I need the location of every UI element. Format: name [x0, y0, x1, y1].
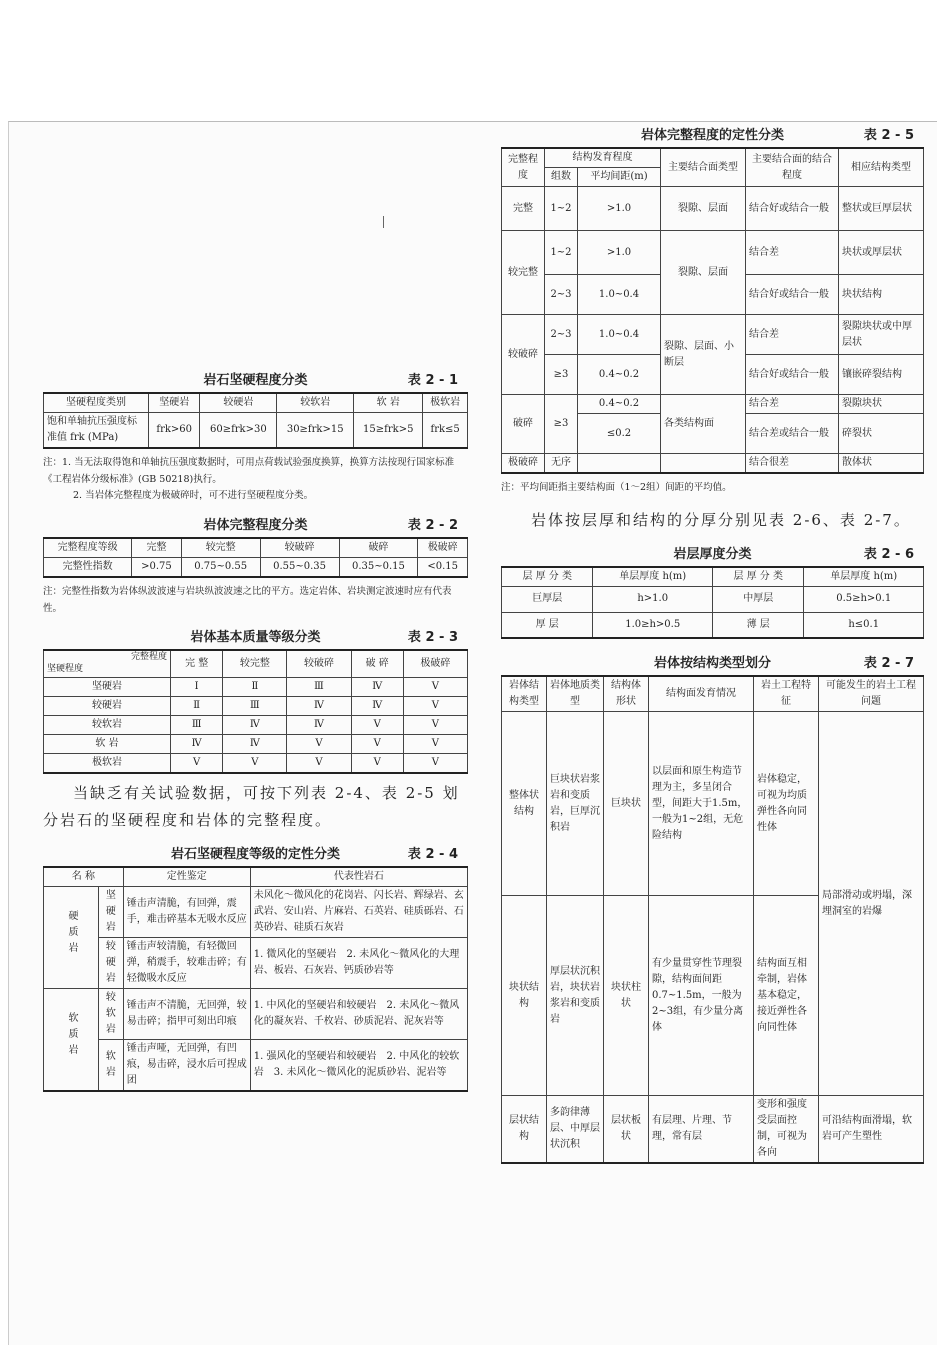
table-cell: 锤击声哑，无回弹，有凹痕，易击碎，浸水后可捏成团: [123, 1039, 250, 1091]
table-cell: h>1.0: [593, 586, 713, 612]
header-cell: 结构发育程度: [545, 148, 661, 168]
table-cell: 结构体形状: [604, 676, 649, 712]
table-cell: Ⅲ: [287, 677, 351, 696]
header-cell: 平均间距(m): [578, 168, 661, 187]
table-cell: 厚 层: [502, 612, 593, 638]
table-2-6-caption: 岩层厚度分类 表 2 - 6: [673, 546, 914, 562]
table-cell: Ⅴ: [223, 753, 287, 773]
table-cell: >1.0: [578, 231, 661, 275]
table-cell: 巨块状岩浆岩和变质岩，巨厚沉积岩: [547, 712, 604, 896]
table-row: [502, 1096, 924, 1164]
table-row: [44, 988, 468, 1039]
table-2-1: [43, 392, 468, 449]
table-cell: 以层面和原生构造节理为主，多呈闭合型，间距大于1.5m，一般为1~2组，无危险结构: [649, 712, 754, 896]
table-cell: 岩体稳定，可视为均质弹性各向同性体: [754, 712, 819, 896]
table-cell: 2~3: [545, 315, 578, 355]
table-cell: Ⅴ: [171, 753, 223, 773]
table-cell: 结构面互相牵制，岩体基本稳定，接近弹性各向同性体: [754, 896, 819, 1096]
table-cell: 局部滑动或坍塌，深埋洞室的岩爆: [819, 712, 924, 1096]
table-cell: 结合好或结合一般: [746, 355, 839, 395]
paragraph: 当缺乏有关试验数据，可按下列表 2-4、表 2-5 划分岩石的坚硬程度和岩体的完整程度。: [43, 783, 460, 829]
table-row: [44, 734, 468, 753]
table-2-2: [43, 537, 468, 578]
table-cell: 结合很差: [746, 454, 839, 474]
table-cell: 0.4~0.2: [578, 355, 661, 395]
header-cell: 完整程度: [502, 148, 545, 187]
table-row: [44, 937, 468, 988]
table-2-3: [43, 649, 468, 773]
table-cell: Ⅴ: [351, 734, 403, 753]
header-cell: 较软岩: [277, 393, 354, 413]
table-cell: >1.0: [578, 187, 661, 231]
table-cell: 岩体结构类型: [502, 676, 547, 712]
table-cell: 层状板状: [604, 1096, 649, 1164]
table-cell: 0.4~0.2: [578, 395, 661, 414]
header-cell: 破 碎: [351, 650, 403, 677]
header-cell: 较破碎: [287, 650, 351, 677]
table-row: [502, 395, 924, 414]
header-cell: 软 岩: [354, 393, 423, 413]
table-2-6: [501, 566, 924, 640]
header-cell: 完整程度等级: [44, 538, 132, 558]
header-cell: 较完整: [223, 650, 287, 677]
table-2-7-caption: 岩体按结构类型划分 表 2 - 7: [653, 656, 914, 672]
table-cell: 块状或厚层状: [839, 231, 924, 275]
table-row: [502, 315, 924, 355]
table-cell: ≥3: [545, 355, 578, 395]
table-cell: Ⅲ: [171, 715, 223, 734]
table-cell: 各类结构面: [661, 395, 746, 454]
table-row: [502, 612, 924, 638]
table-cell: 单层厚度 h(m): [804, 567, 924, 587]
header-cell: 名 称: [44, 867, 124, 887]
table-header-row: [44, 393, 468, 413]
table-cell: 0.55~0.35: [260, 557, 339, 577]
table-cell: ≤0.2: [578, 414, 661, 454]
table-cell: 岩体地质类型: [547, 676, 604, 712]
table-cell: 裂隙块状: [839, 395, 924, 414]
header-cell: 完 整: [171, 650, 223, 677]
row-label: 完整性指数: [44, 557, 132, 577]
table-row: [44, 413, 468, 449]
table-2-2-note: 注：完整性指数为岩体纵波波速与岩块纵波波速之比的平方。选定岩体、岩块测定波速时应有代表性。: [43, 585, 452, 614]
row-label: 饱和单轴抗压强度标准值 frk (MPa): [44, 413, 149, 449]
note-line: 2. 当岩体完整程度为极破碎时，可不进行坚硬程度分类。: [73, 490, 314, 502]
table-row: [502, 231, 924, 275]
table-cell: 结合好或结合一般: [746, 187, 839, 231]
table-cell: 中厚层: [712, 586, 803, 612]
table-cell: >0.75: [132, 557, 182, 577]
table-cell: Ⅳ: [287, 696, 351, 715]
row-label: 坚硬岩: [99, 886, 124, 937]
table-cell: 块状结构: [839, 275, 924, 315]
table-cell: 有层理、片理、节理，常有层: [649, 1096, 754, 1164]
table-cell: 结合差或结合一般: [746, 414, 839, 454]
table-cell: 较破碎: [502, 315, 545, 395]
right-column: [501, 125, 924, 1164]
note-line: 注：1. 当无法取得饱和单轴抗压强度数据时，可用点荷载试验强度换算，换算方法按现行国家标准《工程岩体分级标准》(GB 50218)执行。: [43, 457, 455, 485]
table-row: [44, 557, 468, 577]
table-cell: 60≥frk>30: [200, 413, 277, 449]
header-cell: 相应结构类型: [839, 148, 924, 187]
table-row: [502, 586, 924, 612]
table-cell: Ⅳ: [287, 715, 351, 734]
table-cell: 完整: [502, 187, 545, 231]
table-cell: 散体状: [839, 454, 924, 474]
table-cell: h≤0.1: [804, 612, 924, 638]
table-cell: 厚层状沉积岩，块状岩浆岩和变质岩: [547, 896, 604, 1096]
table-row: [44, 886, 468, 937]
table-cell: Ⅲ: [223, 696, 287, 715]
table-cell: Ⅴ: [403, 734, 467, 753]
table-cell: 变形和强度受层面控制，可视为各向: [754, 1096, 819, 1164]
table-cell: 较软岩: [44, 715, 171, 734]
table-cell: 结构面发育情况: [649, 676, 754, 712]
table-header-row: [44, 538, 468, 558]
table-row: [44, 677, 468, 696]
header-cell: 完整: [132, 538, 182, 558]
row-label: 软 岩: [99, 1039, 124, 1091]
table-cell: 1.0~0.4: [578, 315, 661, 355]
table-cell: 层 厚 分 类: [502, 567, 593, 587]
table-cell: 15≥frk>5: [354, 413, 423, 449]
table-row: [44, 1039, 468, 1091]
table-row: [44, 696, 468, 715]
table-cell: Ⅴ: [403, 715, 467, 734]
header-cell: 组数: [545, 168, 578, 187]
table-cell: 裂隙、层面、小断层: [661, 315, 746, 395]
table-cell: Ⅳ: [171, 734, 223, 753]
table-cell: 结合差: [746, 315, 839, 355]
table-cell: Ⅳ: [351, 677, 403, 696]
row-label: 较软岩: [99, 988, 124, 1039]
table-cell: frk≤5: [423, 413, 468, 449]
header-cell: 破碎: [339, 538, 418, 558]
header-cell: 较完整: [181, 538, 260, 558]
header-cell: 极破碎: [418, 538, 468, 558]
table-cell: Ⅴ: [287, 753, 351, 773]
header-cell: 主要结合面类型: [661, 148, 746, 187]
table-cell: 巨块状: [604, 712, 649, 896]
table-row: [44, 715, 468, 734]
header-cell: 定性鉴定: [123, 867, 250, 887]
table-cell: 2~3: [545, 275, 578, 315]
table-cell: 1~2: [545, 231, 578, 275]
table-2-3-caption: 岩体基本质量等级分类 表 2 - 3: [190, 630, 458, 646]
table-cell: 0.35~0.15: [339, 557, 418, 577]
table-cell: Ⅴ: [403, 696, 467, 715]
table-cell: 30≥frk>15: [277, 413, 354, 449]
table-cell: 极软岩: [44, 753, 171, 773]
table-cell: Ⅴ: [351, 715, 403, 734]
table-2-5-note: 注：平均间距指主要结构面（1～2组）间距的平均值。: [501, 482, 732, 493]
table-cell: 裂隙、层面: [661, 231, 746, 315]
table-2-7: [501, 675, 924, 1164]
table-cell: 极破碎: [502, 454, 545, 474]
table-cell: 单层厚度 h(m): [593, 567, 713, 587]
row-label: 较硬岩: [99, 937, 124, 988]
table-cell: [661, 454, 746, 474]
group-label: 软质岩: [66, 1012, 77, 1060]
table-2-1-notes: [43, 455, 468, 505]
table-header-row: [44, 867, 468, 887]
table-cell: 碎裂状: [839, 414, 924, 454]
table-2-4-caption: 岩石坚硬程度等级的定性分类 表 2 - 4: [170, 846, 458, 862]
table-2-5-caption: 岩体完整程度的定性分类 表 2 - 5: [640, 128, 914, 143]
table-cell: 1. 中风化的坚硬岩和较硬岩 2. 未风化～微风化的凝灰岩、千枚岩、砂质泥岩、泥灰岩等: [250, 988, 467, 1039]
table-cell: 薄 层: [712, 612, 803, 638]
table-cell: 可能发生的岩土工程问题: [819, 676, 924, 712]
table-cell: Ⅱ: [223, 677, 287, 696]
table-cell: Ⅰ: [171, 677, 223, 696]
table-cell: Ⅴ: [403, 753, 467, 773]
table-row: [502, 454, 924, 474]
table-cell: [44, 886, 99, 988]
table-cell: 1~2: [545, 187, 578, 231]
table-cell: 有少量贯穿性节理裂隙，结构面间距0.7~1.5m，一般为2~3组，有少量分离体: [649, 896, 754, 1096]
table-cell: 裂隙块状或中厚层状: [839, 315, 924, 355]
table-cell: 结合差: [746, 231, 839, 275]
table-cell: [578, 454, 661, 474]
table-cell: 层状结构: [502, 1096, 547, 1164]
table-row: [44, 753, 468, 773]
table-cell: 0.75~0.55: [181, 557, 260, 577]
table-cell: 镶嵌碎裂结构: [839, 355, 924, 395]
table-cell: 无序: [545, 454, 578, 474]
table-cell: 1. 微风化的坚硬岩 2. 未风化～微风化的大理岩、板岩、石灰岩、钙质砂岩等: [250, 937, 467, 988]
table-cell: 坚硬岩: [44, 677, 171, 696]
table-cell: 未风化～微风化的花岗岩、闪长岩、辉绿岩、玄武岩、安山岩、片麻岩、石英岩、硅质砾岩、石英砂岩、硅质石灰岩: [250, 886, 467, 937]
table-cell: 锤击声较清脆，有轻微回弹，稍震手，较难击碎；有轻微吸水反应: [123, 937, 250, 988]
table-cell: frk>60: [149, 413, 200, 449]
corner-cell: 完整程度 坚硬程度: [44, 650, 171, 677]
table-cell: 巨厚层: [502, 586, 593, 612]
table-cell: 1.0≥h>0.5: [593, 612, 713, 638]
table-2-1-caption: 岩石坚硬程度分类 表 2 - 1: [203, 373, 458, 388]
table-cell: Ⅴ: [287, 734, 351, 753]
table-cell: 结合差: [746, 395, 839, 414]
table-header-row: [502, 148, 924, 168]
header-cell: 主要结合面的结合程度: [746, 148, 839, 187]
left-column: [43, 370, 468, 1092]
table-header-row: [502, 676, 924, 712]
table-cell: ≥3: [545, 395, 578, 454]
table-row: [502, 187, 924, 231]
header-cell: 代表性岩石: [250, 867, 467, 887]
table-cell: [44, 988, 99, 1091]
header-cell: 坚硬岩: [149, 393, 200, 413]
table-cell: 裂隙、层面: [661, 187, 746, 231]
table-cell: 软 岩: [44, 734, 171, 753]
header-cell: 较破碎: [260, 538, 339, 558]
header-cell: 较硬岩: [200, 393, 277, 413]
table-cell: 锤击声不清脆，无回弹，较易击碎；指甲可刻出印痕: [123, 988, 250, 1039]
scan-mark: [383, 216, 384, 228]
table-cell: Ⅱ: [171, 696, 223, 715]
table-row: [502, 712, 924, 896]
table-cell: Ⅳ: [351, 696, 403, 715]
table-header-row: [502, 567, 924, 587]
table-cell: 结合好或结合一般: [746, 275, 839, 315]
group-label: 硬质岩: [66, 910, 77, 958]
table-2-5: [501, 147, 924, 474]
header-cell: 极软岩: [423, 393, 468, 413]
table-cell: 较硬岩: [44, 696, 171, 715]
table-cell: 整体状结构: [502, 712, 547, 896]
table-2-4: [43, 866, 468, 1092]
header-cell: 极破碎: [403, 650, 467, 677]
table-cell: 多韵律薄层、中厚层状沉积: [547, 1096, 604, 1164]
table-cell: 可沿结构面滑塌，软岩可产生塑性: [819, 1096, 924, 1164]
table-cell: 锤击声清脆，有回弹，震手，难击碎基本无吸水反应: [123, 886, 250, 937]
table-cell: 整状或巨厚层状: [839, 187, 924, 231]
table-cell: 块状柱状: [604, 896, 649, 1096]
table-cell: 块状结构: [502, 896, 547, 1096]
table-cell: 0.5≥h>0.1: [804, 586, 924, 612]
header-cell: 坚硬程度类别: [44, 393, 149, 413]
table-cell: <0.15: [418, 557, 468, 577]
table-cell: 较完整: [502, 231, 545, 315]
table-cell: Ⅳ: [223, 715, 287, 734]
table-cell: 层 厚 分 类: [712, 567, 803, 587]
table-cell: 破碎: [502, 395, 545, 454]
table-header-row: [44, 650, 468, 677]
table-cell: 岩土工程特征: [754, 676, 819, 712]
table-2-2-caption: 岩体完整程度分类 表 2 - 2: [203, 517, 458, 533]
paragraph: 岩体按层厚和结构的分厚分别见表 2-6、表 2-7。: [531, 510, 911, 529]
table-cell: Ⅴ: [351, 753, 403, 773]
table-cell: 1.0~0.4: [578, 275, 661, 315]
table-cell: 1. 强风化的坚硬岩和较硬岩 2. 中风化的较软岩 3. 未风化～微风化的泥质砂岩、泥岩等: [250, 1039, 467, 1091]
table-cell: Ⅳ: [223, 734, 287, 753]
table-cell: Ⅴ: [403, 677, 467, 696]
